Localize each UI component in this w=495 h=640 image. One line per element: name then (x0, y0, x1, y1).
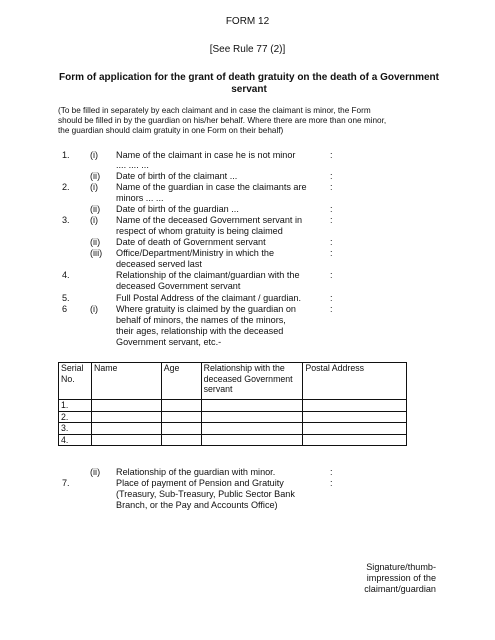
item-text: Branch, or the Pay and Accounts Office) (116, 500, 278, 510)
item-text: Name of the guardian in case the claimants are (116, 182, 307, 192)
sub-item-marker: (ii) (90, 171, 101, 181)
name-cell[interactable] (91, 411, 161, 423)
name-cell[interactable] (91, 423, 161, 435)
table-header-row (59, 363, 407, 400)
postal-address-cell[interactable] (303, 423, 407, 435)
serial-cell: 2. (59, 411, 92, 423)
colon: : (330, 215, 333, 225)
colon: : (330, 293, 333, 303)
item-text: deceased served last (116, 259, 202, 269)
table-row (59, 434, 407, 446)
minors-table (58, 362, 407, 446)
relationship-cell[interactable] (201, 400, 303, 412)
signature-line-3: claimant/guardian (364, 584, 436, 594)
table-row (59, 400, 407, 412)
form-title-line-1: Form of application for the grant of death gratuity on the death of a Government (58, 72, 439, 83)
colon: : (330, 237, 333, 247)
sub-item-marker: (iii) (90, 248, 103, 258)
instruction-note-line-3: the guardian should claim gratuity in one Form on their behalf) (58, 126, 284, 135)
instruction-note-line-1: (To be filled in separately by each claimant and in case the claimant is minor, the Form (58, 106, 371, 115)
form-number: FORM 12 (225, 16, 270, 27)
item-text: (Treasury, Sub-Treasury, Public Sector Bank (116, 489, 295, 499)
postal-address-cell[interactable] (303, 400, 407, 412)
colon: : (330, 248, 333, 258)
name-cell[interactable] (91, 400, 161, 412)
item-text: their ages, relationship with the deceased (116, 326, 284, 336)
item-text: Office/Department/Ministry in which the (116, 248, 275, 258)
dotted-placeholder: .... .... ... (116, 160, 149, 170)
colon: : (330, 270, 333, 280)
age-cell[interactable] (161, 434, 201, 446)
item-text: Date of birth of the guardian ... (116, 204, 239, 214)
sub-item-marker: (ii) (90, 237, 101, 247)
colon: : (330, 204, 333, 214)
item-number: 6 (62, 304, 68, 314)
sub-item-marker: (i) (90, 182, 99, 192)
serial-cell: 3. (59, 423, 92, 435)
rule-reference: [See Rule 77 (2)] (209, 44, 286, 55)
item-text: Relationship of the guardian with minor. (116, 467, 276, 477)
serial-cell: 1. (59, 400, 92, 412)
item-text: Date of birth of the claimant ... (116, 171, 238, 181)
header-postal-address: Postal Address (303, 363, 407, 400)
colon: : (330, 467, 333, 477)
item-text: Place of payment of Pension and Gratuity (116, 478, 284, 488)
sub-item-marker: (ii) (90, 204, 101, 214)
item-text: respect of whom gratuity is being claimed (116, 226, 283, 236)
table-row (59, 411, 407, 423)
signature-line-1: Signature/thumb- (366, 562, 436, 572)
colon: : (330, 171, 333, 181)
postal-address-cell[interactable] (303, 411, 407, 423)
age-cell[interactable] (161, 400, 201, 412)
colon: : (330, 478, 333, 488)
sub-item-marker: (i) (90, 215, 99, 225)
age-cell[interactable] (161, 411, 201, 423)
colon: : (330, 182, 333, 192)
name-cell[interactable] (91, 434, 161, 446)
header-serial-no: Serial No. (59, 363, 92, 400)
form-title-line-2: servant (231, 84, 267, 95)
item-text: Relationship of the claimant/guardian with the (116, 270, 300, 280)
item-text: Full Postal Address of the claimant / guardian. (116, 293, 302, 303)
table-row (59, 423, 407, 435)
colon: : (330, 150, 333, 160)
signature-line-2: impression of the (366, 573, 436, 583)
item-text: Government servant, etc.- (116, 337, 222, 347)
item-text: Where gratuity is claimed by the guardian on (116, 304, 296, 314)
instruction-note-line-2: should be filled in by the guardian on his/her behalf. Where there are more than one minor, (58, 116, 387, 125)
header-name: Name (91, 363, 161, 400)
item-text: Date of death of Government servant (116, 237, 266, 247)
item-text: behalf of minors, the names of the minors, (116, 315, 286, 325)
item-text: Name of the deceased Government servant in (116, 215, 303, 225)
item-number: 3. (62, 215, 70, 225)
item-text: minors ... ... (116, 193, 164, 203)
sub-item-marker: (i) (90, 150, 99, 160)
relationship-cell[interactable] (201, 423, 303, 435)
header-age: Age (161, 363, 201, 400)
sub-item-marker: (i) (90, 304, 99, 314)
relationship-cell[interactable] (201, 411, 303, 423)
item-text: Name of the claimant in case he is not minor (116, 150, 296, 160)
colon: : (330, 304, 333, 314)
item-number: 4. (62, 270, 70, 280)
item-number: 7. (62, 478, 70, 488)
sub-item-marker: (ii) (90, 467, 101, 477)
age-cell[interactable] (161, 423, 201, 435)
item-number: 2. (62, 182, 70, 192)
item-number: 5. (62, 293, 70, 303)
relationship-cell[interactable] (201, 434, 303, 446)
item-number: 1. (62, 150, 70, 160)
serial-cell: 4. (59, 434, 92, 446)
postal-address-cell[interactable] (303, 434, 407, 446)
item-text: deceased Government servant (116, 281, 241, 291)
header-relationship: Relationship with the deceased Government servant (201, 363, 303, 400)
